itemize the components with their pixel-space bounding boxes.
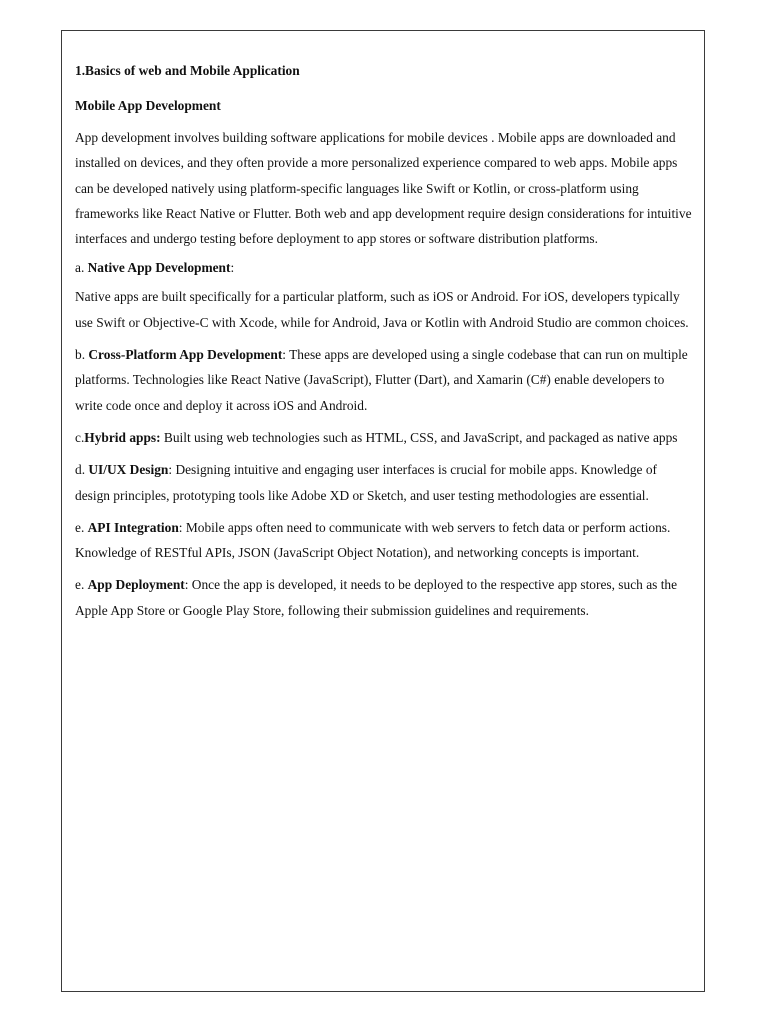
section-term: UI/UX Design	[88, 462, 169, 478]
intro-paragraph: App development involves building software applications for mobile devices . Mobile apps are downloaded and installed on devices, and they often provide a more personalized experience compared to web apps. Mobile apps can be developed natively using platform-specific languages like Swift or Kotlin, or cross-platform using frameworks like React Native or Flutter. Both web and app development require design considerations for intuitive interfaces and undergo testing before deployment to app stores or software distribution platforms.	[75, 130, 692, 247]
section-prefix: d.	[75, 462, 89, 478]
section-hybrid	[75, 425, 693, 450]
section-term: Native App Development	[87, 260, 231, 276]
section-term: Hybrid apps:	[84, 429, 161, 445]
section-text: : Once the app is developed, it needs to be deployed to the respective app stores, such as the Apple App Store or Google Play Store, following their submission guidelines and requirements.	[75, 577, 678, 618]
section-text: : Mobile apps often need to communicate with web servers to fetch data or perform actions. Knowledge of RESTful APIs, JSON (JavaScript Object Notation), and networking concepts is important.	[75, 519, 671, 561]
section-api-integration	[75, 515, 693, 566]
section-text: : Designing intuitive and engaging user interfaces is crucial for mobile apps. Knowledge of design principles, prototyping tools like Adobe XD or Sketch, and user testing methodologies are essential.	[75, 462, 657, 503]
section-term: Cross-Platform App Development	[88, 347, 283, 363]
section-term: App Deployment	[87, 577, 185, 593]
document-page	[61, 30, 705, 992]
section-prefix: e.	[75, 519, 88, 535]
section-native-body: Native apps are built specifically for a particular platform, such as iOS or Android. For iOS, developers typically use Swift or Objective-C with Xcode, while for Android, Java or Kotlin with Android Studio are common choices.	[75, 289, 689, 330]
section-prefix: b.	[75, 347, 89, 363]
section-term: API Integration	[87, 519, 179, 535]
section-native-heading	[75, 258, 693, 277]
section-prefix: c.	[75, 429, 85, 445]
section-cross-platform	[75, 342, 693, 418]
section-text: Built using web technologies such as HTML, CSS, and JavaScript, and packaged as native apps	[160, 429, 678, 445]
section-suffix: :	[230, 260, 235, 276]
document-content	[75, 61, 693, 630]
section-ui-ux	[75, 457, 693, 508]
document-title: 1.Basics of web and Mobile Application	[75, 63, 300, 78]
section-prefix: a.	[75, 260, 88, 276]
document-subtitle: Mobile App Development	[75, 98, 221, 113]
section-prefix: e.	[75, 577, 88, 593]
section-app-deployment	[75, 572, 693, 623]
section-text: : These apps are developed using a single codebase that can run on multiple platforms. Technologies like React Native (JavaScript), Flutter (Dart), and Xamarin (C#) enable developers to write code once and deploy it across iOS and Android.	[75, 347, 688, 413]
